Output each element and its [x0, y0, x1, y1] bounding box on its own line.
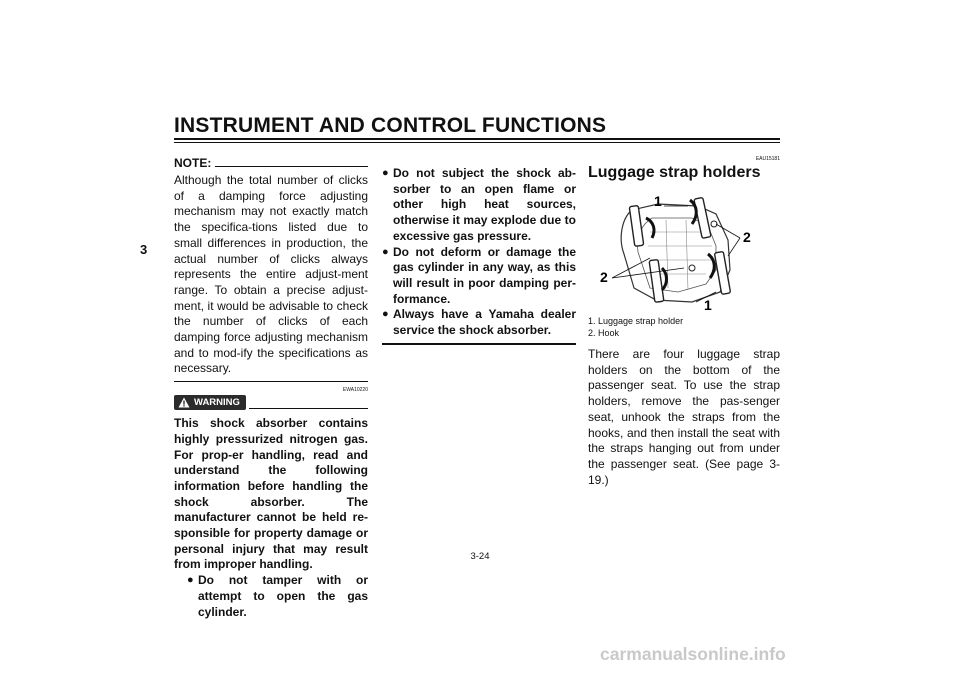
callout-label: 1 — [654, 193, 662, 209]
title-rule — [174, 138, 780, 140]
bullet-dot-icon: ● — [187, 574, 194, 587]
page-title: INSTRUMENT AND CONTROL FUNCTIONS — [174, 114, 607, 137]
strap-holder-figure — [588, 184, 780, 314]
warning-badge — [174, 395, 246, 410]
bullet-text: Do not subject the shock ab-sorber to an open flame or other high heat sources, otherwise it may explode due to excessive gas pressure. — [393, 166, 576, 243]
page-number: 3-24 — [470, 551, 490, 562]
note-text: Although the total number of clicks of a damping force adjusting mechanism may not exactly match the specifica-tions listed due to small differences in production, the actual number of clicks always represents the entire adjust-ment range. To obtain a precise adjust-ment, it would be advisable to check the number of clicks of each damping force adjusting mechanism and to mod-ify the specifications as necessary. — [174, 173, 368, 376]
figure-caption — [588, 315, 780, 339]
section-heading: Luggage strap holders — [588, 164, 761, 181]
caption-item: 2. Hook — [588, 328, 620, 338]
warning-rule — [249, 408, 368, 409]
warning-bullet — [382, 166, 576, 245]
callout-label: 2 — [600, 269, 608, 285]
bullet-text: Do not deform or damage the gas cylinder in any way, as this will result in poor damping per-formance. — [393, 244, 576, 306]
arrow — [646, 218, 654, 238]
watermark: carmanualsonline.info — [600, 644, 786, 664]
leader-line — [728, 238, 740, 256]
leader-line — [716, 224, 740, 238]
chapter-tab: 3 — [140, 242, 148, 257]
warning-code: EWA10220 — [342, 387, 368, 394]
bullet-dot-icon: ● — [382, 167, 389, 179]
warning-bullet — [187, 573, 368, 620]
note-end-rule — [174, 381, 368, 382]
bullet-dot-icon: ● — [382, 245, 389, 258]
warning-label: WARNING — [194, 397, 240, 409]
warning-triangle-icon — [178, 397, 190, 408]
note-header — [174, 156, 368, 170]
section-code: EAU15181 — [755, 156, 780, 162]
seat-ribs — [666, 220, 688, 290]
title-rule-thin — [174, 142, 780, 143]
note-rule — [215, 166, 368, 167]
strap-holder — [629, 205, 643, 246]
warning-bullet — [382, 245, 576, 308]
caption-item: 1. Luggage strap holder — [588, 316, 684, 326]
arrow — [690, 200, 696, 224]
callout-label: 2 — [743, 229, 751, 245]
bullet-text: Always have a Yamaha dealer service the shock absorber. — [393, 307, 576, 338]
callout-label: 1 — [704, 297, 712, 313]
bullet-dot-icon: ● — [382, 308, 389, 321]
right-column — [588, 156, 780, 488]
leader-line — [612, 268, 684, 278]
warning-text: This shock absorber contains highly pressurized nitrogen gas. For prop-er handling, read and understand the following information before handling the shock absorber. The manufacturer cannot be held re-sponsible for property damage or personal injury that may result from improper handling. — [174, 416, 368, 572]
bullet-text: Do not tamper with or attempt to open the gas cylinder. — [198, 573, 368, 619]
note-label: NOTE: — [174, 156, 212, 170]
middle-column — [382, 166, 576, 345]
warning-header — [174, 395, 368, 410]
hook-icon — [689, 265, 695, 271]
warning-bullet — [382, 307, 576, 338]
body-text: There are four luggage strap holders on the bottom of the passenger seat. To use the strap holders, remove the pas-senger seat, unhook the straps from the hooks, and then install the seat with the straps hanging out from under the passenger seat. (See page 3-19.) — [588, 347, 780, 487]
warning-end-rule — [382, 343, 576, 345]
strap-holder — [649, 260, 664, 303]
arrow — [708, 254, 714, 278]
